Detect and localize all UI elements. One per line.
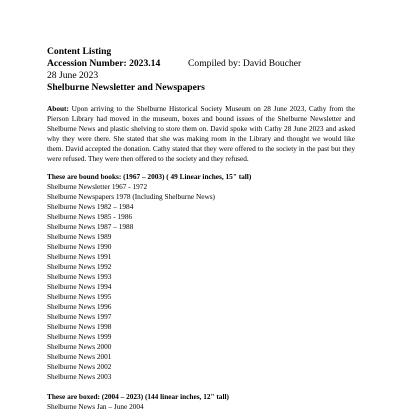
list-item: Shelburne Newsletter 1967 - 1972 — [47, 182, 148, 191]
document-date: 28 June 2023 — [47, 70, 99, 81]
document-subject: Shelburne Newsletter and Newspapers — [47, 82, 205, 93]
list-item: Shelburne News 1997 — [47, 312, 112, 321]
list-item: Shelburne News 1994 — [47, 282, 112, 291]
bound-books-heading: These are bound books: (1967 – 2003) ( 49 Linear inches, 15" tall) — [47, 172, 252, 181]
list-item: Shelburne News 1982 – 1984 — [47, 202, 134, 211]
about-label: About: — [47, 104, 69, 113]
list-item: Shelburne News 2001 — [47, 352, 112, 361]
list-item: Shelburne News 1993 — [47, 272, 112, 281]
document-page — [47, 46, 357, 412]
compiled-by: Compiled by: David Boucher — [188, 58, 302, 69]
list-item: Shelburne Newspapers 1978 (Including Shelburne News) — [47, 192, 215, 201]
list-item: Shelburne News 1995 — [47, 292, 112, 301]
accession-number: Accession Number: 2023.14 — [47, 58, 161, 69]
list-item: Shelburne News 1992 — [47, 262, 112, 271]
list-item: Shelburne News 1989 — [47, 232, 112, 241]
about-paragraph — [47, 104, 355, 164]
bound-books-list — [47, 182, 357, 382]
about-text: Upon arriving to the Shelburne Historical Society Museum on 28 June 2023, Cathy from the Pierson Library had moved in the museum, boxes and bound issues of the Shelburne Newsletter and Shelburne News and plastic shelving to store them on. David spoke with Cathy 28 June 2023 and asked why they were there. She stated that she was making room in the Library and thought we would like them. David accepted the donation. Cathy stated that they were offered to the society in the past but they were refused. They were then offered to the society and they refused. — [47, 104, 355, 163]
document-title: Content Listing — [47, 46, 112, 57]
list-item: Shelburne News 1987 – 1988 — [47, 222, 134, 231]
list-item: Shelburne News 1998 — [47, 322, 112, 331]
accession-row — [47, 58, 357, 70]
list-item: Shelburne News 2003 — [47, 372, 112, 381]
list-item: Shelburne News 2000 — [47, 342, 112, 351]
boxed-list — [47, 402, 357, 412]
list-item: Shelburne News 2002 — [47, 362, 112, 371]
list-item: Shelburne News 1991 — [47, 252, 112, 261]
boxed-heading: These are boxed: (2004 – 2023) (144 linear inches, 12" tall) — [47, 392, 229, 401]
list-item: Shelburne News 1985 - 1986 — [47, 212, 133, 221]
list-item: Shelburne News 1999 — [47, 332, 112, 341]
list-item: Shelburne News 1996 — [47, 302, 112, 311]
list-item: Shelburne News 1990 — [47, 242, 112, 251]
list-item: Shelburne News Jan – June 2004 — [47, 402, 144, 411]
